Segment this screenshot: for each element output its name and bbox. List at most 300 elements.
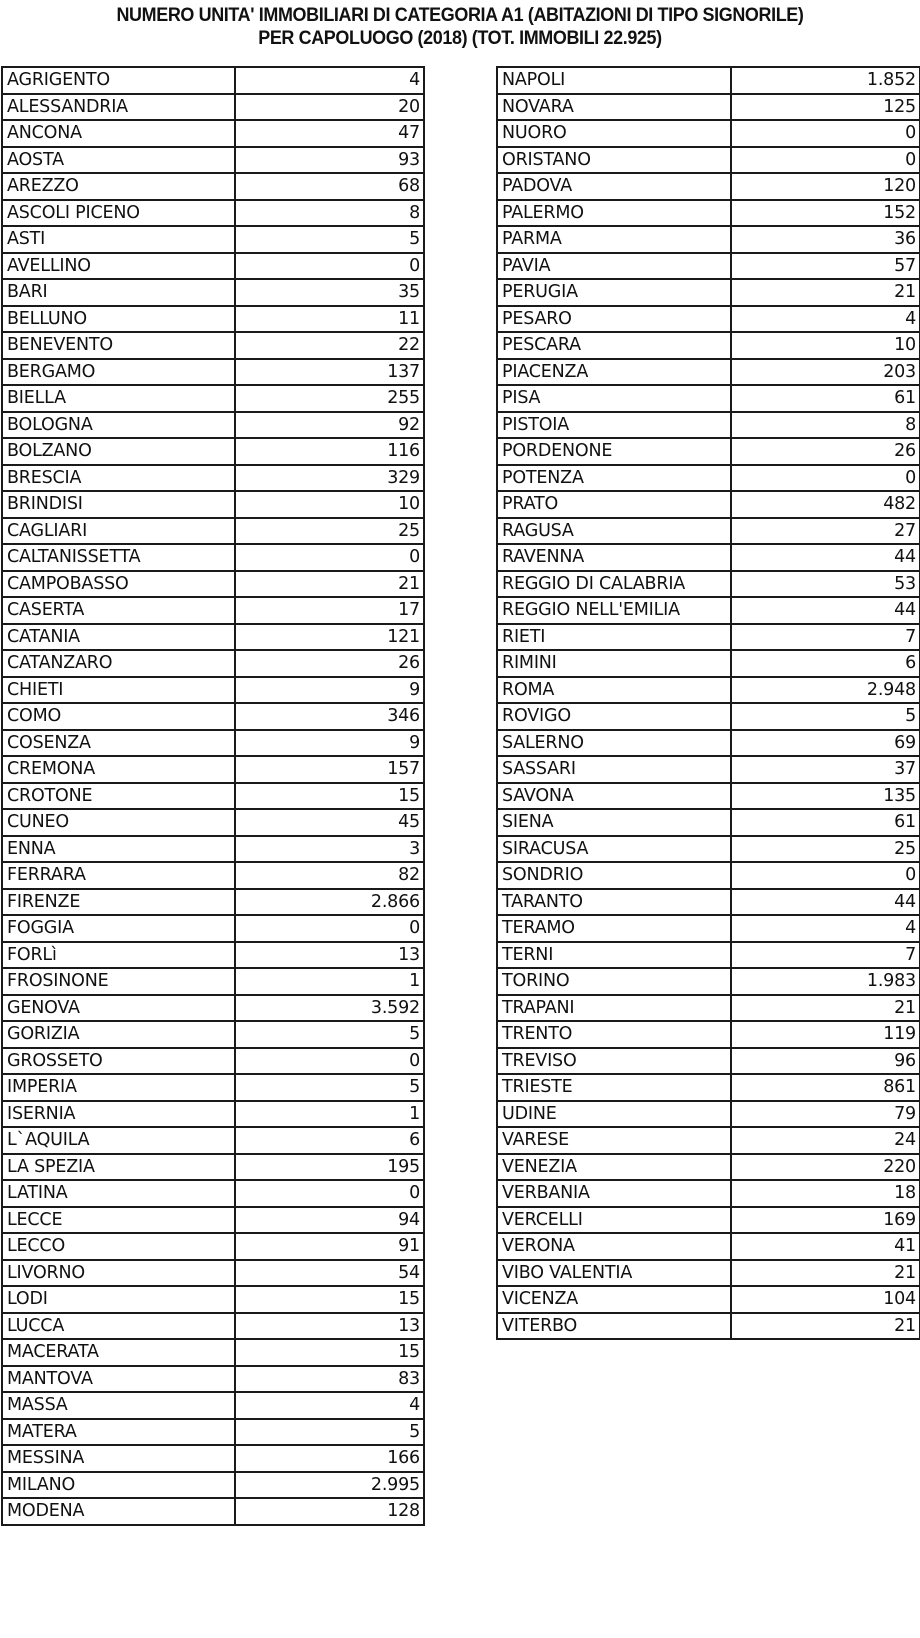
table-row: [2, 836, 424, 863]
table-row: [2, 279, 424, 306]
city-name-cell: CAMPOBASSO: [2, 571, 235, 598]
table-row: [497, 1207, 920, 1234]
unit-count-cell: 1.852: [731, 67, 920, 94]
unit-count-cell: 8: [235, 200, 424, 227]
city-name-cell: LATINA: [2, 1180, 235, 1207]
table-row: [2, 730, 424, 757]
table-row: [2, 995, 424, 1022]
city-name-cell: LIVORNO: [2, 1260, 235, 1287]
table-row: [497, 94, 920, 121]
table-row: [2, 1286, 424, 1313]
unit-count-cell: 1: [235, 1101, 424, 1128]
table-row: [2, 1074, 424, 1101]
table-row: [497, 571, 920, 598]
unit-count-cell: 15: [235, 1339, 424, 1366]
unit-count-cell: 82: [235, 862, 424, 889]
right-table: [496, 66, 920, 1340]
city-name-cell: PALERMO: [497, 200, 731, 227]
unit-count-cell: 17: [235, 597, 424, 624]
table-row: [497, 703, 920, 730]
table-row: [497, 518, 920, 545]
city-name-cell: TERAMO: [497, 915, 731, 942]
unit-count-cell: 135: [731, 783, 920, 810]
city-name-cell: ANCONA: [2, 120, 235, 147]
unit-count-cell: 0: [235, 544, 424, 571]
table-row: [2, 412, 424, 439]
city-name-cell: FIRENZE: [2, 889, 235, 916]
table-row: [497, 1180, 920, 1207]
city-name-cell: CREMONA: [2, 756, 235, 783]
unit-count-cell: 4: [731, 915, 920, 942]
table-row: [497, 677, 920, 704]
city-name-cell: FERRARA: [2, 862, 235, 889]
city-name-cell: MACERATA: [2, 1339, 235, 1366]
unit-count-cell: 1.983: [731, 968, 920, 995]
unit-count-cell: 5: [235, 1021, 424, 1048]
unit-count-cell: 35: [235, 279, 424, 306]
city-name-cell: TREVISO: [497, 1048, 731, 1075]
city-name-cell: ALESSANDRIA: [2, 94, 235, 121]
table-row: [497, 67, 920, 94]
table-row: [497, 1127, 920, 1154]
city-name-cell: BOLOGNA: [2, 412, 235, 439]
table-row: [497, 1154, 920, 1181]
table-row: [2, 518, 424, 545]
city-name-cell: PORDENONE: [497, 438, 731, 465]
unit-count-cell: 21: [731, 1260, 920, 1287]
table-row: [2, 332, 424, 359]
table-row: [2, 1127, 424, 1154]
table-row: [2, 809, 424, 836]
table-row: [497, 200, 920, 227]
table-row: [2, 1445, 424, 1472]
city-name-cell: AOSTA: [2, 147, 235, 174]
city-name-cell: COSENZA: [2, 730, 235, 757]
unit-count-cell: 13: [235, 942, 424, 969]
unit-count-cell: 7: [731, 624, 920, 651]
table-row: [497, 1074, 920, 1101]
table-row: [2, 1339, 424, 1366]
city-name-cell: ISERNIA: [2, 1101, 235, 1128]
table-row: [2, 465, 424, 492]
city-name-cell: FROSINONE: [2, 968, 235, 995]
unit-count-cell: 25: [235, 518, 424, 545]
city-name-cell: BOLZANO: [2, 438, 235, 465]
table-row: [497, 253, 920, 280]
unit-count-cell: 2.866: [235, 889, 424, 916]
unit-count-cell: 6: [235, 1127, 424, 1154]
table-row: [2, 94, 424, 121]
city-name-cell: BARI: [2, 279, 235, 306]
unit-count-cell: 0: [731, 120, 920, 147]
unit-count-cell: 21: [235, 571, 424, 598]
unit-count-cell: 346: [235, 703, 424, 730]
table-row: [2, 650, 424, 677]
city-name-cell: PAVIA: [497, 253, 731, 280]
unit-count-cell: 13: [235, 1313, 424, 1340]
unit-count-cell: 22: [235, 332, 424, 359]
unit-count-cell: 21: [731, 279, 920, 306]
city-name-cell: VERBANIA: [497, 1180, 731, 1207]
unit-count-cell: 0: [235, 1180, 424, 1207]
city-name-cell: TRAPANI: [497, 995, 731, 1022]
unit-count-cell: 26: [235, 650, 424, 677]
table-row: [2, 942, 424, 969]
city-name-cell: LA SPEZIA: [2, 1154, 235, 1181]
table-row: [497, 1260, 920, 1287]
table-row: [2, 1260, 424, 1287]
table-row: [2, 1154, 424, 1181]
table-row: [2, 1207, 424, 1234]
table-row: [497, 862, 920, 889]
city-name-cell: CHIETI: [2, 677, 235, 704]
city-name-cell: FORLì: [2, 942, 235, 969]
table-row: [497, 995, 920, 1022]
unit-count-cell: 3: [235, 836, 424, 863]
table-row: [497, 279, 920, 306]
city-name-cell: NUORO: [497, 120, 731, 147]
unit-count-cell: 7: [731, 942, 920, 969]
city-name-cell: MANTOVA: [2, 1366, 235, 1393]
table-row: [497, 783, 920, 810]
table-row: [497, 942, 920, 969]
city-name-cell: VERONA: [497, 1233, 731, 1260]
right-table-body: [497, 67, 920, 1339]
table-row: [497, 438, 920, 465]
city-name-cell: NAPOLI: [497, 67, 731, 94]
unit-count-cell: 83: [235, 1366, 424, 1393]
city-name-cell: TORINO: [497, 968, 731, 995]
city-name-cell: VIBO VALENTIA: [497, 1260, 731, 1287]
unit-count-cell: 152: [731, 200, 920, 227]
table-row: [497, 544, 920, 571]
unit-count-cell: 329: [235, 465, 424, 492]
left-table-body: [2, 67, 424, 1525]
city-name-cell: PISA: [497, 385, 731, 412]
unit-count-cell: 44: [731, 889, 920, 916]
table-row: [497, 915, 920, 942]
table-row: [2, 120, 424, 147]
unit-count-cell: 482: [731, 491, 920, 518]
unit-count-cell: 121: [235, 624, 424, 651]
unit-count-cell: 169: [731, 1207, 920, 1234]
unit-count-cell: 93: [235, 147, 424, 174]
city-name-cell: UDINE: [497, 1101, 731, 1128]
city-name-cell: MATERA: [2, 1419, 235, 1446]
unit-count-cell: 96: [731, 1048, 920, 1075]
unit-count-cell: 53: [731, 571, 920, 598]
unit-count-cell: 20: [235, 94, 424, 121]
unit-count-cell: 57: [731, 253, 920, 280]
unit-count-cell: 4: [235, 1392, 424, 1419]
city-name-cell: CUNEO: [2, 809, 235, 836]
city-name-cell: L`AQUILA: [2, 1127, 235, 1154]
table-row: [497, 1048, 920, 1075]
table-row: [2, 597, 424, 624]
table-row: [2, 147, 424, 174]
unit-count-cell: 8: [731, 412, 920, 439]
unit-count-cell: 195: [235, 1154, 424, 1181]
table-row: [497, 491, 920, 518]
city-name-cell: RAGUSA: [497, 518, 731, 545]
city-name-cell: SALERNO: [497, 730, 731, 757]
unit-count-cell: 25: [731, 836, 920, 863]
unit-count-cell: 0: [235, 915, 424, 942]
city-name-cell: BRINDISI: [2, 491, 235, 518]
title-line-2: PER CAPOLUOGO (2018) (TOT. IMMOBILI 22.925): [258, 27, 662, 49]
table-row: [2, 756, 424, 783]
city-name-cell: RAVENNA: [497, 544, 731, 571]
city-name-cell: PARMA: [497, 226, 731, 253]
unit-count-cell: 10: [235, 491, 424, 518]
city-name-cell: ORISTANO: [497, 147, 731, 174]
table-row: [497, 147, 920, 174]
table-row: [2, 915, 424, 942]
unit-count-cell: 37: [731, 756, 920, 783]
unit-count-cell: 2.948: [731, 677, 920, 704]
table-row: [497, 412, 920, 439]
city-name-cell: ASTI: [2, 226, 235, 253]
unit-count-cell: 5: [235, 1074, 424, 1101]
unit-count-cell: 0: [731, 147, 920, 174]
unit-count-cell: 27: [731, 518, 920, 545]
table-row: [497, 306, 920, 333]
unit-count-cell: 104: [731, 1286, 920, 1313]
unit-count-cell: 11: [235, 306, 424, 333]
city-name-cell: SAVONA: [497, 783, 731, 810]
table-row: [2, 571, 424, 598]
city-name-cell: ENNA: [2, 836, 235, 863]
city-name-cell: IMPERIA: [2, 1074, 235, 1101]
city-name-cell: PIACENZA: [497, 359, 731, 386]
city-name-cell: SIENA: [497, 809, 731, 836]
city-name-cell: TARANTO: [497, 889, 731, 916]
table-row: [2, 544, 424, 571]
city-name-cell: SONDRIO: [497, 862, 731, 889]
city-name-cell: REGGIO DI CALABRIA: [497, 571, 731, 598]
table-row: [2, 306, 424, 333]
unit-count-cell: 15: [235, 783, 424, 810]
unit-count-cell: 21: [731, 1313, 920, 1340]
city-name-cell: GROSSETO: [2, 1048, 235, 1075]
table-row: [2, 1048, 424, 1075]
unit-count-cell: 61: [731, 809, 920, 836]
city-name-cell: CASERTA: [2, 597, 235, 624]
unit-count-cell: 41: [731, 1233, 920, 1260]
table-row: [497, 756, 920, 783]
unit-count-cell: 166: [235, 1445, 424, 1472]
city-name-cell: SIRACUSA: [497, 836, 731, 863]
city-name-cell: PISTOIA: [497, 412, 731, 439]
table-row: [497, 1313, 920, 1340]
unit-count-cell: 44: [731, 544, 920, 571]
unit-count-cell: 21: [731, 995, 920, 1022]
city-name-cell: BERGAMO: [2, 359, 235, 386]
city-name-cell: VICENZA: [497, 1286, 731, 1313]
unit-count-cell: 24: [731, 1127, 920, 1154]
table-row: [2, 677, 424, 704]
city-name-cell: ROMA: [497, 677, 731, 704]
table-row: [497, 1021, 920, 1048]
unit-count-cell: 128: [235, 1498, 424, 1525]
unit-count-cell: 10: [731, 332, 920, 359]
table-row: [2, 253, 424, 280]
city-name-cell: ASCOLI PICENO: [2, 200, 235, 227]
table-row: [497, 836, 920, 863]
unit-count-cell: 137: [235, 359, 424, 386]
city-name-cell: VITERBO: [497, 1313, 731, 1340]
table-row: [497, 332, 920, 359]
city-name-cell: CROTONE: [2, 783, 235, 810]
city-name-cell: COMO: [2, 703, 235, 730]
unit-count-cell: 91: [235, 1233, 424, 1260]
unit-count-cell: 68: [235, 173, 424, 200]
table-row: [2, 1233, 424, 1260]
unit-count-cell: 2.995: [235, 1472, 424, 1499]
unit-count-cell: 1: [235, 968, 424, 995]
city-name-cell: PESARO: [497, 306, 731, 333]
table-row: [2, 200, 424, 227]
unit-count-cell: 92: [235, 412, 424, 439]
unit-count-cell: 36: [731, 226, 920, 253]
unit-count-cell: 15: [235, 1286, 424, 1313]
table-row: [497, 385, 920, 412]
table-row: [497, 226, 920, 253]
unit-count-cell: 44: [731, 597, 920, 624]
city-name-cell: CATANIA: [2, 624, 235, 651]
city-name-cell: AGRIGENTO: [2, 67, 235, 94]
city-name-cell: CAGLIARI: [2, 518, 235, 545]
left-table: [1, 66, 425, 1526]
unit-count-cell: 220: [731, 1154, 920, 1181]
table-row: [2, 1101, 424, 1128]
unit-count-cell: 18: [731, 1180, 920, 1207]
city-name-cell: MILANO: [2, 1472, 235, 1499]
table-row: [2, 438, 424, 465]
title-line-1: NUMERO UNITA' IMMOBILIARI DI CATEGORIA A1 (ABITAZIONI DI TIPO SIGNORILE): [116, 4, 804, 26]
table-row: [497, 624, 920, 651]
table-row: [497, 650, 920, 677]
unit-count-cell: 157: [235, 756, 424, 783]
unit-count-cell: 45: [235, 809, 424, 836]
city-name-cell: MASSA: [2, 1392, 235, 1419]
city-name-cell: MODENA: [2, 1498, 235, 1525]
table-row: [2, 862, 424, 889]
city-name-cell: BENEVENTO: [2, 332, 235, 359]
table-row: [2, 783, 424, 810]
unit-count-cell: 5: [235, 226, 424, 253]
unit-count-cell: 94: [235, 1207, 424, 1234]
table-row: [497, 730, 920, 757]
table-row: [2, 1313, 424, 1340]
city-name-cell: BRESCIA: [2, 465, 235, 492]
unit-count-cell: 255: [235, 385, 424, 412]
unit-count-cell: 3.592: [235, 995, 424, 1022]
city-name-cell: NOVARA: [497, 94, 731, 121]
city-name-cell: VARESE: [497, 1127, 731, 1154]
city-name-cell: RIETI: [497, 624, 731, 651]
table-row: [2, 385, 424, 412]
city-name-cell: TRIESTE: [497, 1074, 731, 1101]
table-row: [2, 1366, 424, 1393]
table-row: [2, 1498, 424, 1525]
city-name-cell: LODI: [2, 1286, 235, 1313]
unit-count-cell: 4: [731, 306, 920, 333]
table-row: [497, 359, 920, 386]
unit-count-cell: 119: [731, 1021, 920, 1048]
table-row: [2, 491, 424, 518]
unit-count-cell: 9: [235, 677, 424, 704]
table-row: [2, 359, 424, 386]
unit-count-cell: 5: [731, 703, 920, 730]
unit-count-cell: 47: [235, 120, 424, 147]
unit-count-cell: 6: [731, 650, 920, 677]
city-name-cell: BIELLA: [2, 385, 235, 412]
unit-count-cell: 125: [731, 94, 920, 121]
table-row: [497, 889, 920, 916]
unit-count-cell: 203: [731, 359, 920, 386]
table-row: [497, 968, 920, 995]
page-title: [37, 4, 883, 50]
unit-count-cell: 120: [731, 173, 920, 200]
city-name-cell: MESSINA: [2, 1445, 235, 1472]
city-name-cell: VERCELLI: [497, 1207, 731, 1234]
table-row: [2, 1392, 424, 1419]
city-name-cell: PADOVA: [497, 173, 731, 200]
unit-count-cell: 0: [235, 253, 424, 280]
unit-count-cell: 0: [731, 862, 920, 889]
unit-count-cell: 4: [235, 67, 424, 94]
unit-count-cell: 861: [731, 1074, 920, 1101]
city-name-cell: CALTANISSETTA: [2, 544, 235, 571]
city-name-cell: POTENZA: [497, 465, 731, 492]
unit-count-cell: 0: [731, 465, 920, 492]
table-row: [2, 173, 424, 200]
city-name-cell: TRENTO: [497, 1021, 731, 1048]
unit-count-cell: 26: [731, 438, 920, 465]
table-row: [2, 1419, 424, 1446]
unit-count-cell: 0: [235, 1048, 424, 1075]
unit-count-cell: 54: [235, 1260, 424, 1287]
unit-count-cell: 9: [235, 730, 424, 757]
city-name-cell: AVELLINO: [2, 253, 235, 280]
city-name-cell: LECCO: [2, 1233, 235, 1260]
city-name-cell: ROVIGO: [497, 703, 731, 730]
city-name-cell: PESCARA: [497, 332, 731, 359]
city-name-cell: LECCE: [2, 1207, 235, 1234]
city-name-cell: PERUGIA: [497, 279, 731, 306]
table-row: [2, 1180, 424, 1207]
table-row: [2, 1021, 424, 1048]
unit-count-cell: 69: [731, 730, 920, 757]
city-name-cell: PRATO: [497, 491, 731, 518]
unit-count-cell: 116: [235, 438, 424, 465]
city-name-cell: VENEZIA: [497, 1154, 731, 1181]
city-name-cell: FOGGIA: [2, 915, 235, 942]
city-name-cell: BELLUNO: [2, 306, 235, 333]
city-name-cell: LUCCA: [2, 1313, 235, 1340]
city-name-cell: REGGIO NELL'EMILIA: [497, 597, 731, 624]
table-row: [497, 1101, 920, 1128]
table-row: [2, 1472, 424, 1499]
city-name-cell: GORIZIA: [2, 1021, 235, 1048]
city-name-cell: AREZZO: [2, 173, 235, 200]
table-row: [2, 703, 424, 730]
city-name-cell: GENOVA: [2, 995, 235, 1022]
table-row: [2, 67, 424, 94]
table-row: [2, 624, 424, 651]
table-row: [497, 809, 920, 836]
